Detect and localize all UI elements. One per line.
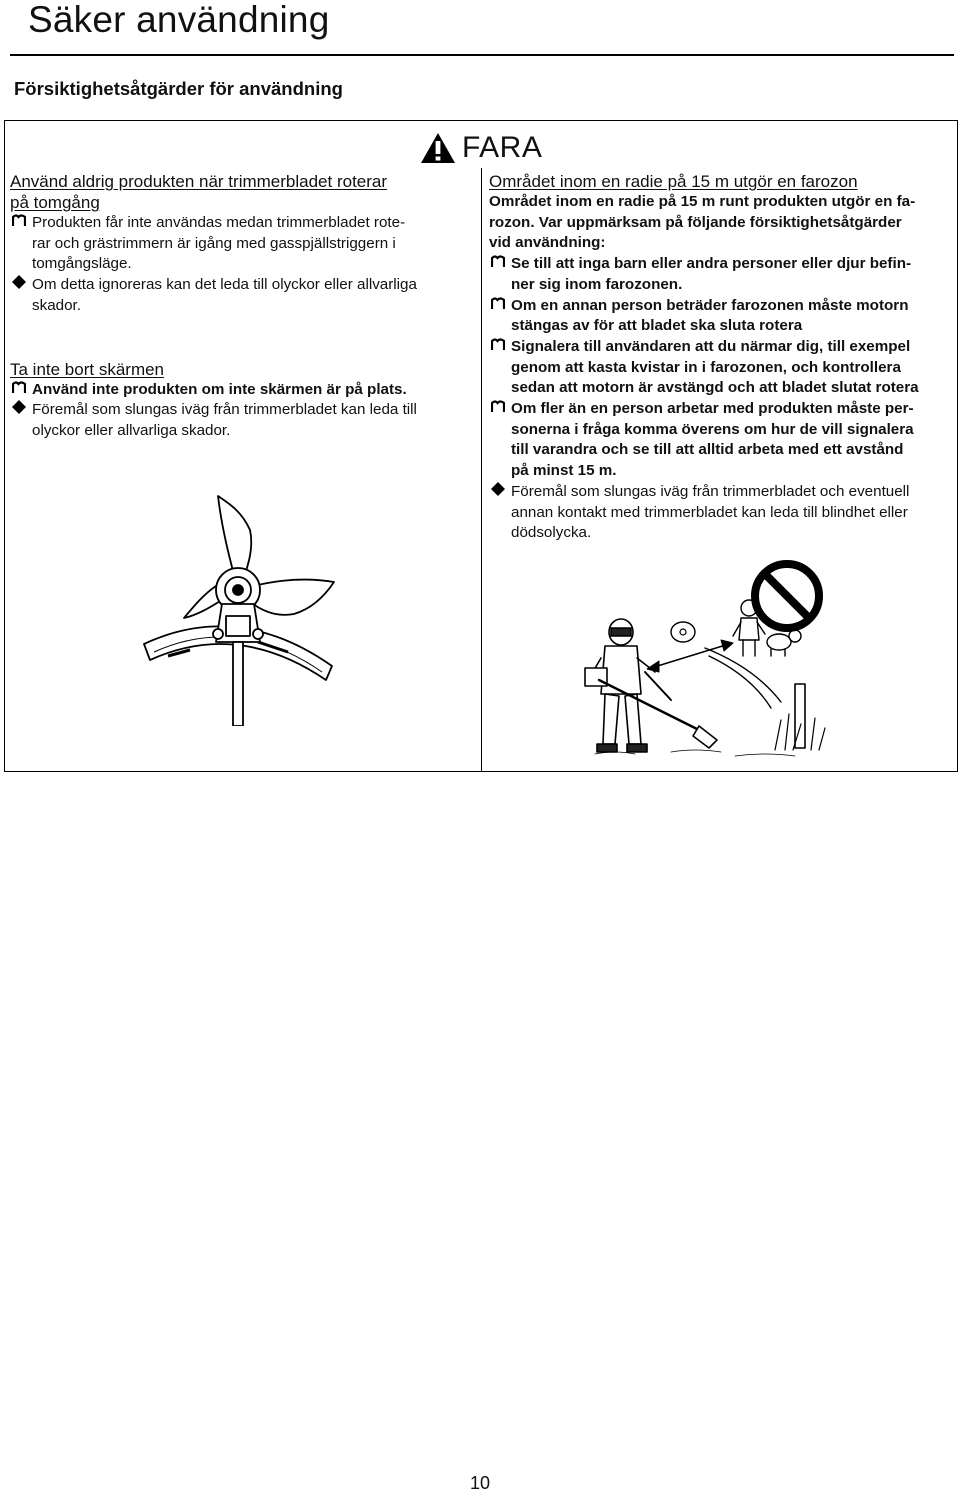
warning-triangle-icon [420, 132, 456, 164]
diamond-bullet-icon [489, 482, 507, 503]
page-number: 10 [469, 1473, 491, 1493]
arrow-bullet-icon [489, 399, 507, 420]
arrow-bullet-icon [489, 254, 507, 275]
danger-zone-illustration [575, 548, 835, 764]
arrow-bullet-icon [10, 213, 28, 234]
list-item: Produkten får inte användas medan trimmerbladet rote- rar och grästrimmern är igång med gasspjällstriggern i tomgångsläge. [10, 213, 478, 275]
list-item: Om en annan person beträder farozonen måste motorn stängas av för att bladet ska sluta rotera [489, 296, 951, 337]
page-title: Säker användning [28, 0, 330, 40]
diamond-bullet-icon [10, 275, 28, 296]
right-column [489, 171, 951, 544]
list-item: Om detta ignoreras kan det leda till olyckor eller allvarliga skador. [10, 275, 478, 316]
list-item: Föremål som slungas iväg från trimmerbladet och eventuell annan kontakt med trimmerbladet kan leda till blindhet eller dödsolycka. [489, 482, 951, 544]
danger-zone-intro: Området inom en radie på 15 m runt produkten utgör en fa- rozon. Var uppmärksam på följande försiktighetsåtgärder vid användning: [489, 193, 916, 252]
list-item: Signalera till användaren att du närmar dig, till exempel genom att kasta kvistar in i farozonen, och kontrollera sedan att motorn är avstängd och att bladet slutat rotera [489, 337, 951, 399]
list-item: Använd inte produkten om inte skärmen är på plats. [10, 380, 478, 401]
danger-zone-heading: Området inom en radie på 15 m utgör en farozon [489, 172, 858, 191]
list-item: Om fler än en person arbetar med produkten måste per- sonerna i fråga komma överens om hur de vill signalera till varandra och se till att alltid arbeta med ett avstånd på minst 15 m. [489, 399, 951, 482]
title-rule [10, 54, 954, 56]
arrow-bullet-icon [489, 296, 507, 317]
warning-label: FARA [462, 131, 543, 164]
arrow-bullet-icon [10, 380, 28, 401]
left-column [10, 171, 478, 442]
idle-warning-heading: Använd aldrig produkten när trimmerbladet roterar på tomgång [10, 172, 388, 212]
diamond-bullet-icon [10, 400, 28, 421]
column-divider [481, 168, 482, 772]
section-heading: Försiktighetsåtgärder för användning [14, 78, 343, 99]
guard-heading: Ta inte bort skärmen [10, 359, 165, 379]
list-item: Se till att inga barn eller andra personer eller djur befin- ner sig inom farozonen. [489, 254, 951, 295]
arrow-bullet-icon [489, 337, 507, 358]
blade-with-guard-illustration [138, 490, 338, 726]
warning-header [420, 130, 542, 166]
list-item: Föremål som slungas iväg från trimmerbladet kan leda till olyckor eller allvarliga skador. [10, 400, 478, 441]
prohibition-sign-icon [755, 564, 819, 628]
